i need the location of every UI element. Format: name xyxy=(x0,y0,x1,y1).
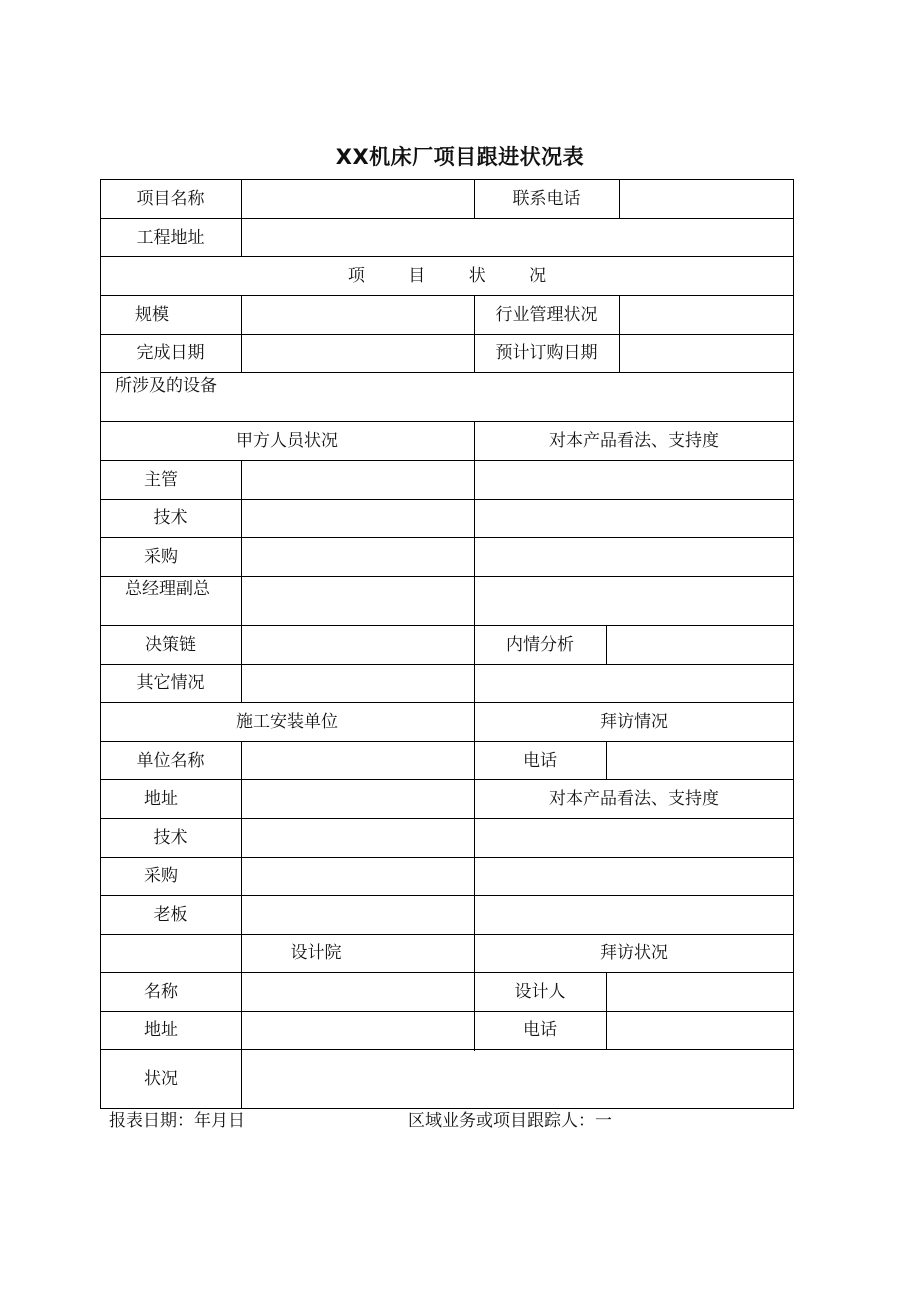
design-address-label: 地址 xyxy=(144,1020,178,1040)
party-a-technical-label: 技术 xyxy=(153,508,188,528)
scale-label: 规模 xyxy=(135,305,169,325)
row-line xyxy=(100,895,794,896)
column-line xyxy=(241,741,242,1109)
party-a-header: 甲方人员状况 xyxy=(236,431,338,451)
row-line xyxy=(100,1049,794,1050)
general-manager-label: 总经理副总 xyxy=(125,579,210,599)
row-line xyxy=(100,818,794,819)
column-line xyxy=(619,295,620,373)
inside-analysis-label: 内情分析 xyxy=(506,635,574,655)
row-line xyxy=(100,625,794,626)
page-title: XX机床厂项目跟进状况表 xyxy=(335,145,585,169)
design-visit-status-header: 拜访状况 xyxy=(600,943,668,963)
contact-phone-label: 联系电话 xyxy=(512,189,581,209)
column-line xyxy=(241,460,242,703)
row-line xyxy=(100,857,794,858)
contractor-header: 施工安装单位 xyxy=(236,712,338,732)
party-a-purchasing-label: 采购 xyxy=(144,547,178,567)
decision-chain-label: 决策链 xyxy=(145,635,196,655)
row-line xyxy=(100,334,794,335)
design-name-label: 名称 xyxy=(144,982,178,1002)
table-border xyxy=(100,1108,794,1109)
equipment-label: 所涉及的设备 xyxy=(115,376,217,396)
column-line xyxy=(241,179,242,257)
column-line xyxy=(606,741,607,780)
row-line xyxy=(100,664,794,665)
row-line xyxy=(100,779,794,780)
column-line xyxy=(606,625,607,665)
row-line xyxy=(100,460,794,461)
row-line xyxy=(100,972,794,973)
row-line xyxy=(100,421,794,422)
contractor-phone-label: 电话 xyxy=(523,751,557,771)
tracking-form-table xyxy=(100,179,794,1109)
industry-status-label: 行业管理状况 xyxy=(495,305,598,325)
project-name-label: 项目名称 xyxy=(136,189,205,209)
table-border xyxy=(100,179,794,180)
column-line xyxy=(241,295,242,373)
row-line xyxy=(100,702,794,703)
contractor-address-label: 地址 xyxy=(144,789,178,809)
expected-order-date-label: 预计订购日期 xyxy=(495,343,598,363)
column-line xyxy=(606,972,607,1050)
row-line xyxy=(100,934,794,935)
design-header: 设计院 xyxy=(290,943,342,963)
project-address-label: 工程地址 xyxy=(136,228,205,248)
row-line xyxy=(100,372,794,373)
design-status-label: 状况 xyxy=(144,1069,178,1089)
report-date: 报表日期：年月日 xyxy=(109,1111,245,1131)
contractor-purchasing-label: 采购 xyxy=(144,866,178,886)
supervisor-label: 主管 xyxy=(144,470,178,490)
designer-label: 设计人 xyxy=(514,982,566,1002)
tracker-person: 区域业务或项目跟踪人：一 xyxy=(408,1111,612,1131)
other-situation-label: 其它情况 xyxy=(136,673,205,693)
contractor-opinion-label: 对本产品看法、支持度 xyxy=(549,789,719,809)
row-line xyxy=(100,499,794,500)
unit-name-label: 单位名称 xyxy=(136,751,205,771)
row-line xyxy=(100,1011,794,1012)
party-a-opinion-header: 对本产品看法、支持度 xyxy=(549,431,719,451)
project-status-header: 项 目 状 况 xyxy=(347,266,547,286)
design-phone-label: 电话 xyxy=(523,1020,557,1040)
row-line xyxy=(100,295,794,296)
table-border xyxy=(793,179,794,1109)
column-line xyxy=(619,179,620,219)
contractor-technical-label: 技术 xyxy=(153,828,188,848)
boss-label: 老板 xyxy=(153,905,188,925)
row-line xyxy=(100,741,794,742)
row-line xyxy=(100,576,794,577)
completion-date-label: 完成日期 xyxy=(136,343,205,363)
contractor-visit-header: 拜访情况 xyxy=(600,712,668,732)
row-line xyxy=(100,537,794,538)
row-line xyxy=(100,218,794,219)
row-line xyxy=(100,256,794,257)
